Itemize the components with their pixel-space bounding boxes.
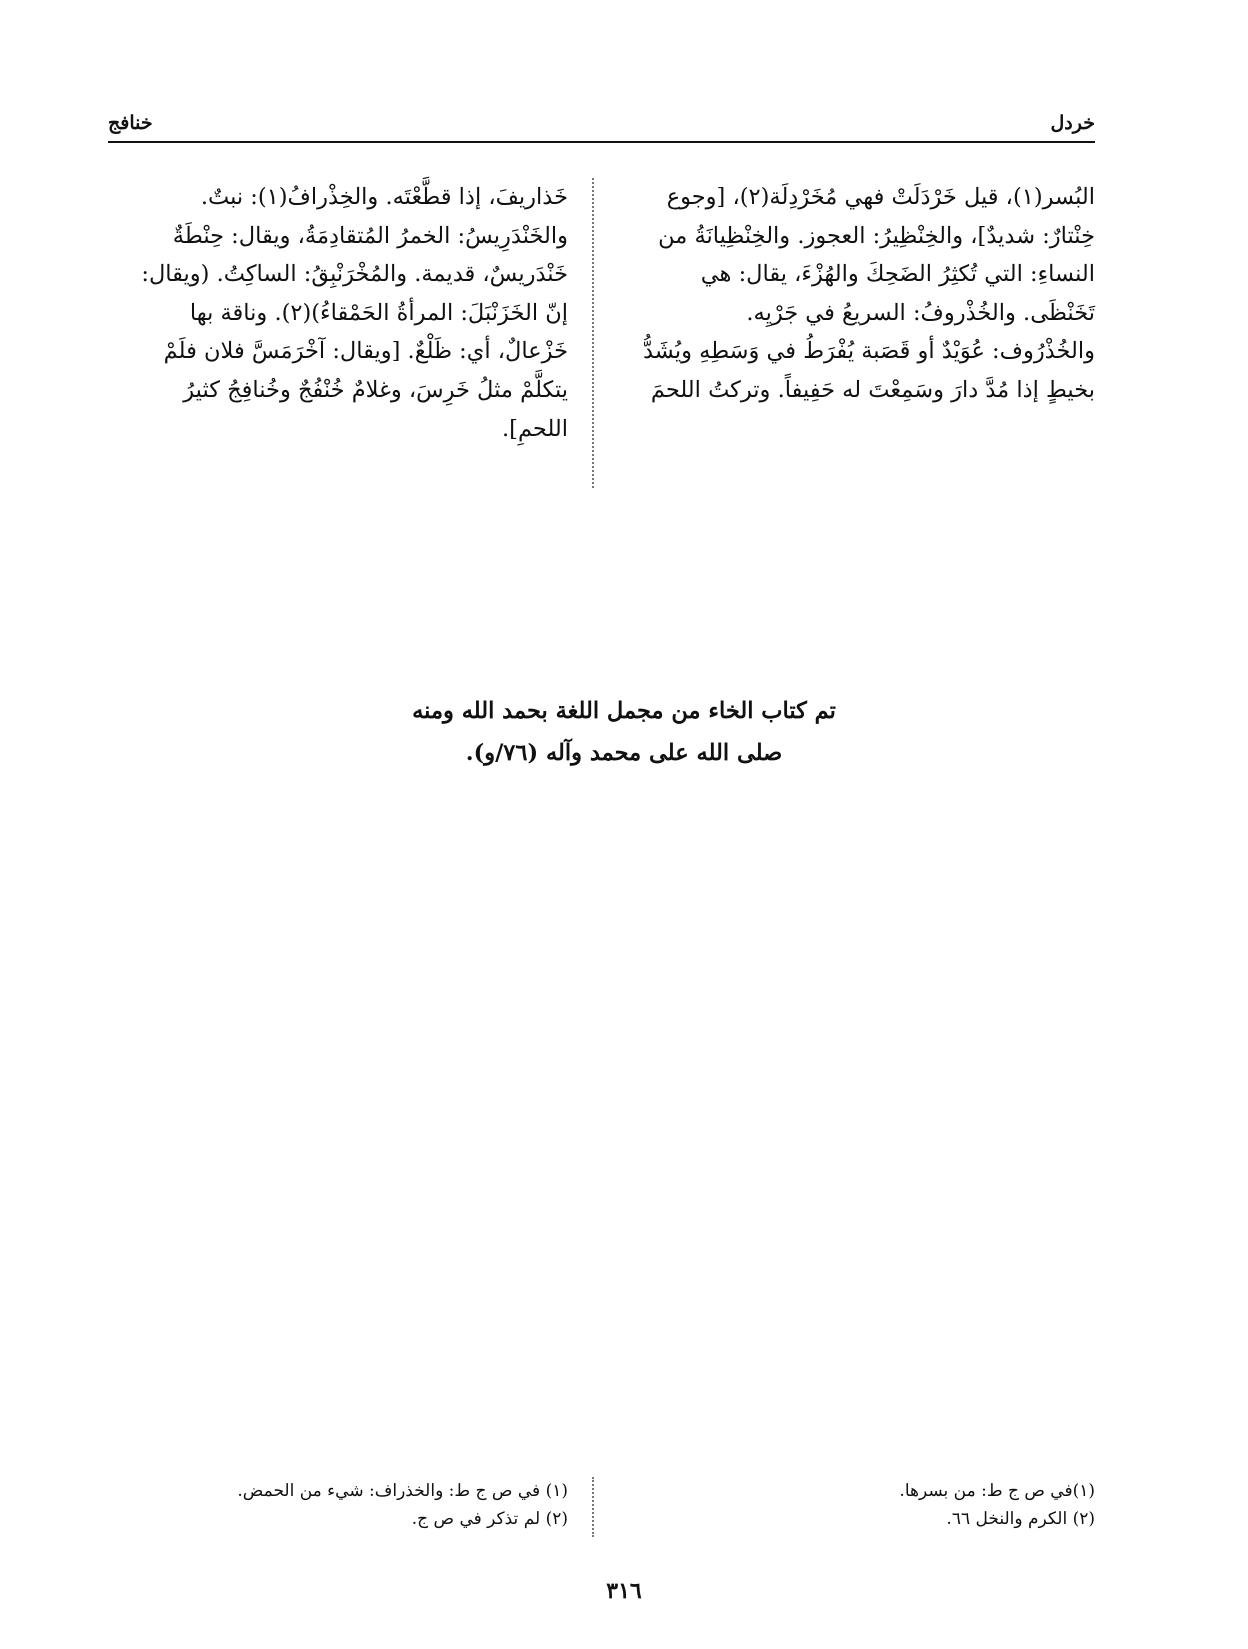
text-line: خَنْدَريسٌ، قديمة. والمُخْرَنْبِقُ: الساكِتُ. (ويقال: [141, 261, 568, 288]
footnote: (١) في ص ج ط: والخذراف: شيء من الحمض. [237, 1481, 568, 1501]
running-header [108, 106, 1095, 142]
text-line: والخَنْدَرِيسُ: الخمرُ المُتقادِمَةُ، ويقال: حِنْطَةٌ [172, 222, 568, 249]
text-line: يتكلَّمْ مثلُ خَرِسَ، وغلامٌ خُنْفُجٌ وخُنافِجُ كثيرُ [183, 376, 568, 403]
footnotes-left [108, 1477, 568, 1533]
text-line: تَخَنْظَى. والخُذْروفُ: السريعُ في جَرْيِه. [746, 299, 1095, 326]
text-line: خَذاريفَ، إذا قطَّعْتَه. والخِذْرافُ(١): نبتٌ. [200, 184, 568, 210]
colophon-line: تم كتاب الخاء من مجمل اللغة بحمد الله ومنه [412, 698, 836, 724]
column-separator [592, 178, 594, 488]
text-line: النساءِ: التي تُكثِرُ الضَحِكَ والهُزْءَ، يقال: هي [700, 261, 1095, 288]
text-line: البُسر(١)، قيل خَرْدَلَتْ فهي مُخَرْدِلَة(٢)، [وجوع [666, 184, 1095, 210]
page-number: ٣١٦ [606, 1578, 642, 1604]
text-line: إنّ الخَزَنْبَلَ: المرأةُ الحَمْقاءُ)(٢). وناقة بها [189, 299, 568, 326]
header-right-word: خردل [1050, 112, 1095, 134]
header-left-word: خنافج [108, 112, 153, 134]
footnote: (٢) الكرم والنخل ٦٦. [946, 1509, 1095, 1529]
text-line: والخُذْرُوف: عُوَيْدٌ أو قَصَبة يُفْرَطُ في وَسَطِهِ ويُشَدُّ [643, 338, 1095, 365]
footnote-separator [592, 1477, 594, 1537]
text-line: اللحمِ]. [502, 415, 568, 442]
footnote: (١)في ص ج ط: من بسرها. [899, 1481, 1095, 1501]
colophon [200, 690, 1048, 774]
footnotes-right [625, 1477, 1095, 1533]
text-line: بخيطٍ إذا مُدَّ دارَ وسَمِعْتَ له حَفِيفاً. وتركتُ اللحمَ [650, 376, 1095, 403]
header-rule [108, 141, 1095, 143]
left-text-column [108, 178, 568, 448]
text-line: خَزْعالٌ، أي: ظَلْعٌ. [ويقال: آخْرَمَسَّ فلان فلَمْ [163, 338, 568, 365]
colophon-line: صلى الله على محمد وآله (٧٦/و). [465, 740, 783, 766]
text-line: خِنْتارٌ: شديدٌ]، والخِنْظِيرُ: العجوز. والخِنْظِيانَةُ من [658, 222, 1095, 249]
footnote: (٢) لم تذكر في ص ج. [411, 1509, 568, 1529]
right-text-column [625, 178, 1095, 410]
